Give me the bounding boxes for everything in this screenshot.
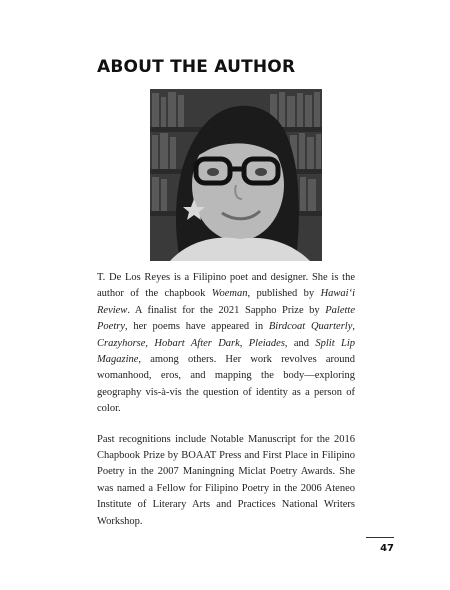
italic-title: Woeman (211, 288, 248, 300)
bio-text: T. De Los Reyes is a Filipino poet and designer. She is the author of the chapbook (97, 272, 355, 300)
bio-text: , and (284, 337, 316, 349)
bio-text: , (145, 337, 155, 349)
page-number: 47 (380, 543, 394, 554)
bio-text: . A finalist for the 2021 Sappho Prize by (127, 304, 326, 316)
page-title: ABOUT THE AUTHOR (97, 57, 296, 77)
bio-text: , her poems have appeared in (125, 321, 269, 333)
italic-title: Pleiades (248, 337, 285, 349)
page-number-rule (366, 537, 394, 538)
bio-paragraph (97, 432, 355, 530)
bio-text: , (352, 321, 356, 333)
bio-text: , published by (247, 288, 321, 300)
author-photo (150, 89, 322, 261)
italic-title: Split Lip Magazine (97, 337, 355, 366)
italic-title: Palette Poetry (97, 304, 355, 333)
italic-title: Birdcoat Quarterly (268, 321, 353, 333)
bio-paragraph (97, 270, 355, 418)
author-bio (97, 270, 355, 544)
italic-title: Hobart After Dark (154, 337, 240, 349)
bio-text: Past recognitions include Notable Manuscript for the 2016 Chapbook Prize by BOAAT Press and First Place in Filipino Poetry in the 2007 Maningning Miclat Poetry Awards. She was named a Fellow for Filipino Poetry in the 2006 Ateneo Institute of Literary Arts and Practices National Writers Workshop. (97, 433, 355, 527)
italic-title: Crazyhorse (97, 337, 146, 349)
bio-text: , among others. Her work revolves around womanhood, eros, and mapping the body—exploring geography vis-à-vis the question of identity as a person of color. (97, 354, 355, 415)
italic-title: Hawai‘i Review (97, 288, 355, 316)
bio-text: , (239, 337, 249, 349)
